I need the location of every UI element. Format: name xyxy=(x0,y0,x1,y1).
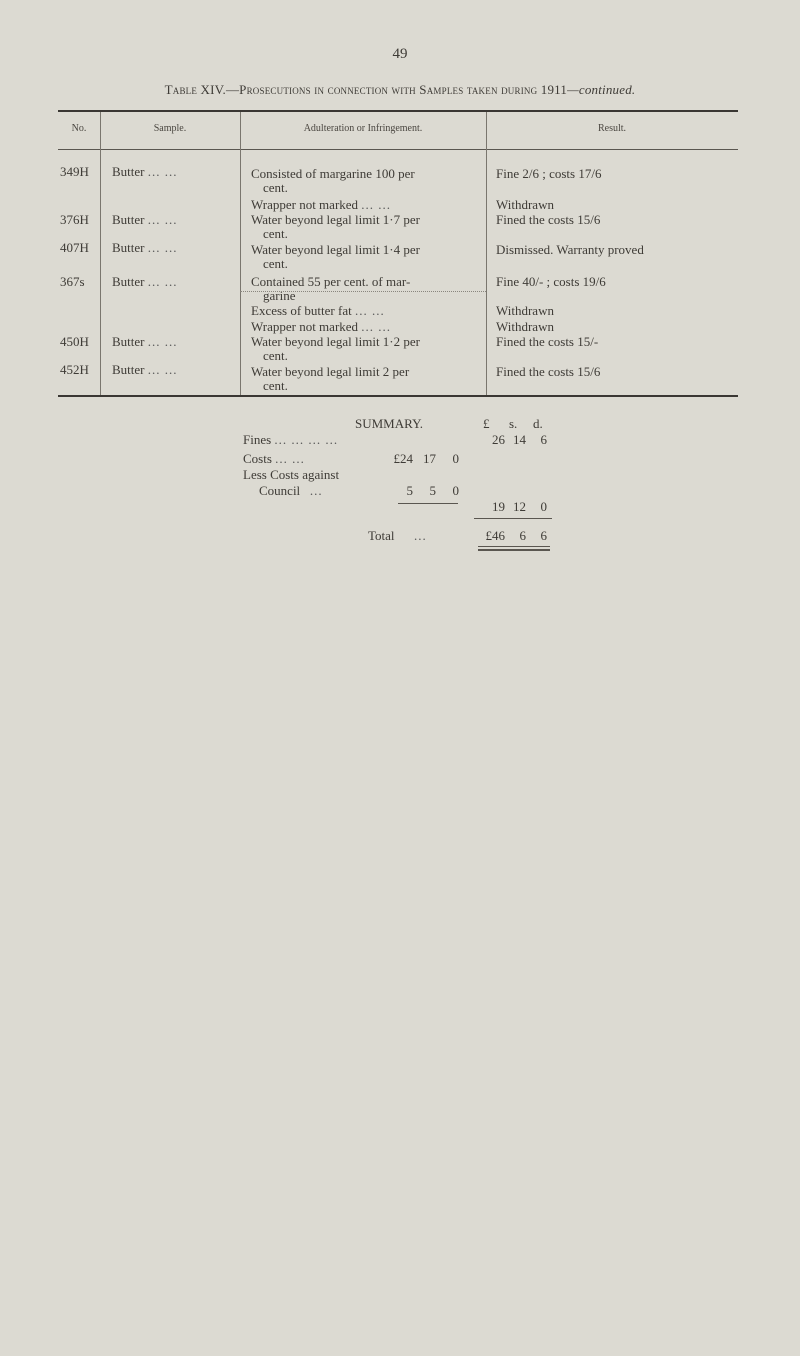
fines-text: Fines xyxy=(243,432,272,447)
row-result: Fine 2/6 ; costs 17/6 xyxy=(496,166,602,181)
costs-pence: 0 xyxy=(452,451,459,466)
row-sample xyxy=(112,165,237,179)
row-adulteration xyxy=(251,243,479,271)
row-result: Dismissed. Warranty proved xyxy=(496,242,644,257)
leader-dots: ... xyxy=(414,528,427,543)
total-double-rule xyxy=(478,549,550,551)
leader-dots: ... ... xyxy=(275,451,305,466)
summary-col-pence: d. xyxy=(533,416,543,431)
column-divider xyxy=(100,112,101,395)
row-number: 452H xyxy=(60,362,89,377)
fines-pence: 6 xyxy=(540,432,547,447)
header-sample: Sample. xyxy=(153,123,187,134)
leader-dots: ... ... xyxy=(147,334,178,349)
adulteration-text: Contained 55 per cent. of mar- xyxy=(251,274,411,289)
page-number: 49 xyxy=(392,46,408,62)
fines-pounds: 26 xyxy=(492,432,505,447)
council-pence: 0 xyxy=(452,483,459,498)
row-sample xyxy=(112,363,237,377)
sample-name: Butter xyxy=(112,164,145,179)
column-divider xyxy=(240,112,241,395)
column-divider xyxy=(486,112,487,395)
row-result: Withdrawn xyxy=(496,197,554,212)
leader-dots: ... ... ... ... xyxy=(274,432,339,447)
council-shillings: 5 xyxy=(429,483,436,498)
total-double-rule xyxy=(478,546,550,547)
summary-col-shillings: s. xyxy=(509,416,518,431)
row-adulteration xyxy=(251,335,479,363)
row-sample xyxy=(112,213,237,227)
leader-dots: ... ... xyxy=(147,362,178,377)
leader-dots: ... ... xyxy=(147,164,178,179)
net-costs-shillings: 12 xyxy=(513,499,526,514)
fines-shillings: 14 xyxy=(513,432,526,447)
row-adulteration xyxy=(251,275,479,303)
table-top-rule xyxy=(58,110,738,112)
summary-council-label xyxy=(259,483,323,499)
adulteration-text: Water beyond legal limit 1·4 per xyxy=(251,242,420,257)
row-number: 367s xyxy=(60,274,85,289)
adulteration-continuation: cent. xyxy=(263,378,288,393)
leader-dots: ... ... xyxy=(354,303,385,318)
table-bottom-rule xyxy=(58,395,738,397)
header-adulteration: Adulteration or Infringement. xyxy=(303,123,423,134)
row-result: Fined the costs 15/6 xyxy=(496,212,601,227)
row-sample xyxy=(112,275,237,289)
row-adulteration xyxy=(251,320,479,334)
table-title-year: 1911 xyxy=(540,82,568,97)
net-costs-pence: 0 xyxy=(540,499,547,514)
leader-dots: ... ... xyxy=(147,212,178,227)
adulteration-text: Water beyond legal limit 1·2 per xyxy=(251,334,420,349)
header-bottom-rule xyxy=(58,149,738,150)
leader-dots: ... ... xyxy=(147,240,178,255)
row-number: 349H xyxy=(60,164,89,179)
row-result: Fined the costs 15/- xyxy=(496,334,599,349)
leader-dots: ... ... xyxy=(361,319,392,334)
row-result: Withdrawn xyxy=(496,303,554,318)
sample-name: Butter xyxy=(112,240,145,255)
leader-dots: ... ... xyxy=(147,274,178,289)
summary-col-pounds: £ xyxy=(483,416,490,431)
row-sample xyxy=(112,241,237,255)
row-result: Withdrawn xyxy=(496,319,554,334)
adulteration-text: Consisted of margarine 100 per xyxy=(251,166,415,181)
leader-dots: ... ... xyxy=(361,197,392,212)
adulteration-text: Wrapper not marked xyxy=(251,319,359,334)
costs-pounds: £24 xyxy=(393,451,413,466)
sample-name: Butter xyxy=(112,212,145,227)
row-adulteration xyxy=(251,198,479,212)
adulteration-text: Water beyond legal limit 2 per xyxy=(251,364,410,379)
leader-dots: ... xyxy=(309,483,323,498)
row-sample xyxy=(112,335,237,349)
adulteration-continuation: cent. xyxy=(263,226,288,241)
summary-total-label xyxy=(368,528,427,544)
row-adulteration xyxy=(251,304,479,318)
adulteration-text: Excess of butter fat xyxy=(251,303,352,318)
council-pounds: 5 xyxy=(406,483,413,498)
sample-name: Butter xyxy=(112,362,145,377)
table-title-suffix: —continued. xyxy=(567,82,636,97)
summary-costs-label xyxy=(243,451,305,467)
row-adulteration xyxy=(251,365,479,393)
adulteration-text: Wrapper not marked xyxy=(251,197,359,212)
row-number: 376H xyxy=(60,212,89,227)
adulteration-text: Water beyond legal limit 1·7 per xyxy=(251,212,420,227)
adulteration-continuation: garine xyxy=(263,288,296,303)
row-adulteration xyxy=(251,167,479,195)
row-result: Fined the costs 15/6 xyxy=(496,364,601,379)
row-number: 450H xyxy=(60,334,89,349)
sample-name: Butter xyxy=(112,274,145,289)
row-divider xyxy=(240,291,486,292)
total-rule xyxy=(474,518,552,519)
table-title xyxy=(0,82,800,98)
summary-heading: SUMMARY. xyxy=(355,416,424,431)
table-title-prefix: Table XIV.—Prosecutions in connection with Samples taken during xyxy=(164,82,538,97)
total-pence: 6 xyxy=(540,528,547,543)
subtotal-rule xyxy=(398,503,458,504)
costs-shillings: 17 xyxy=(423,451,436,466)
net-costs-pounds: 19 xyxy=(492,499,505,514)
sample-name: Butter xyxy=(112,334,145,349)
total-pounds: £46 xyxy=(485,528,505,543)
summary-fines-label xyxy=(243,432,338,448)
council-text: Council xyxy=(259,483,301,498)
adulteration-continuation: cent. xyxy=(263,180,288,195)
total-text: Total xyxy=(368,528,395,543)
adulteration-continuation: cent. xyxy=(263,348,288,363)
adulteration-continuation: cent. xyxy=(263,256,288,271)
row-adulteration xyxy=(251,213,479,241)
row-result: Fine 40/- ; costs 19/6 xyxy=(496,274,606,289)
summary-less-label: Less Costs against xyxy=(243,467,340,482)
row-number: 407H xyxy=(60,240,89,255)
header-no: No. xyxy=(71,123,87,134)
total-shillings: 6 xyxy=(519,528,526,543)
header-result: Result. xyxy=(597,123,627,134)
costs-text: Costs xyxy=(243,451,272,466)
